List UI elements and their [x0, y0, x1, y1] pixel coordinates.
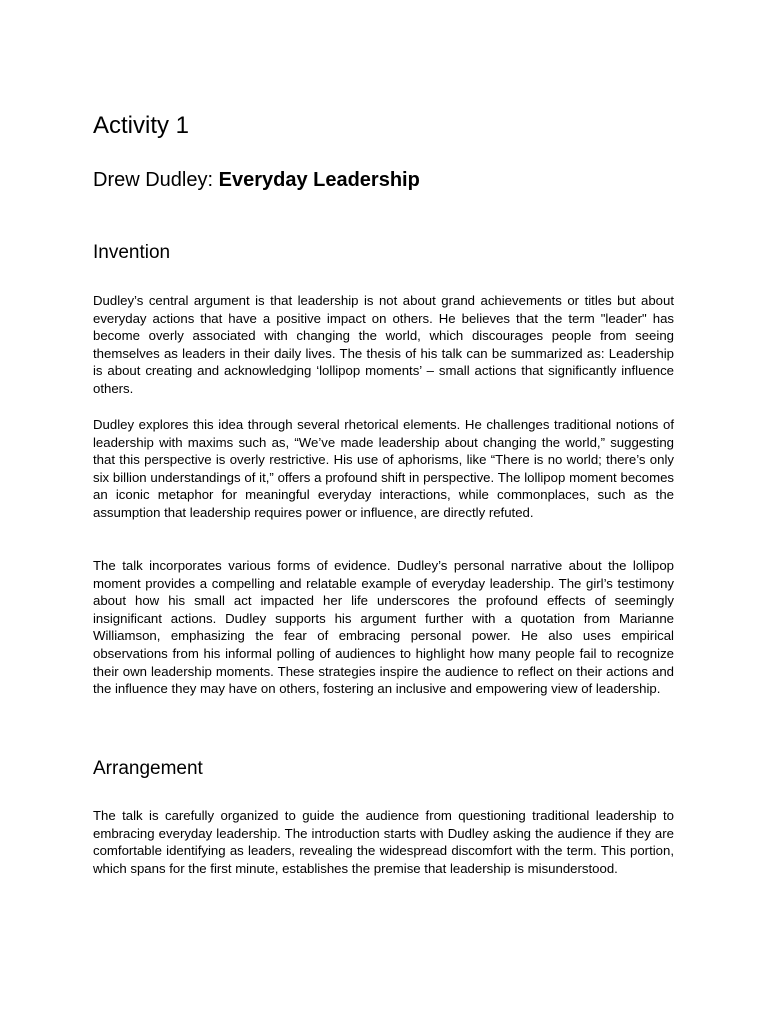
- section-heading-invention: Invention: [93, 242, 171, 263]
- subtitle-speaker: Drew Dudley:: [93, 169, 219, 191]
- paragraph-arrangement-1: The talk is carefully organized to guide the audience from questioning traditional leadership to embracing everyday leadership. The introduction starts with Dudley asking the audience if they are comfortable identifying as leaders, revealing the widespread discomfort with the term. This portion, which spans for the first minute, establishes the premise that leadership is misunderstood.: [93, 808, 674, 876]
- document-subtitle: [93, 167, 420, 193]
- paragraph-invention-3: The talk incorporates various forms of evidence. Dudley’s personal narrative about the lollipop moment provides a compelling and relatable example of everyday leadership. The girl’s testimony about how his small act impacted her life underscores the profound effects of seemingly insignificant actions. Dudley supports his argument further with a quotation from Marianne Williamson, emphasizing the fear of embracing personal power. He also uses empirical observations from his informal polling of audiences to highlight how many people fail to recognize their own leadership moments. These strategies inspire the audience to reflect on their actions and the influence they may have on others, fostering an inclusive and empowering view of leadership.: [93, 558, 674, 697]
- document-title: Activity 1: [93, 112, 190, 139]
- subtitle-talk-title: Everyday Leadership: [218, 169, 420, 191]
- paragraph-invention-2: Dudley explores this idea through several rhetorical elements. He challenges traditional notions of leadership with maxims such as, “We’ve made leadership about changing the world,” suggesting that this perspective is overly restrictive. His use of aphorisms, like “There is no world; there’s only six billion understandings of it,” offers a profound shift in perspective. The lollipop moment becomes an iconic metaphor for meaningful everyday interactions, while commonplaces, such as the assumption that leadership requires power or influence, are directly refuted.: [93, 417, 674, 520]
- section-heading-arrangement: Arrangement: [93, 758, 203, 779]
- paragraph-invention-1: Dudley’s central argument is that leadership is not about grand achievements or titles but about everyday actions that have a positive impact on others. He believes that the term "leader" has become overly associated with changing the world, which discourages people from seeing themselves as leaders in their daily lives. The thesis of his talk can be summarized as: Leadership is about creating and acknowledging ‘lollipop moments’ – small actions that significantly influence others.: [93, 293, 674, 396]
